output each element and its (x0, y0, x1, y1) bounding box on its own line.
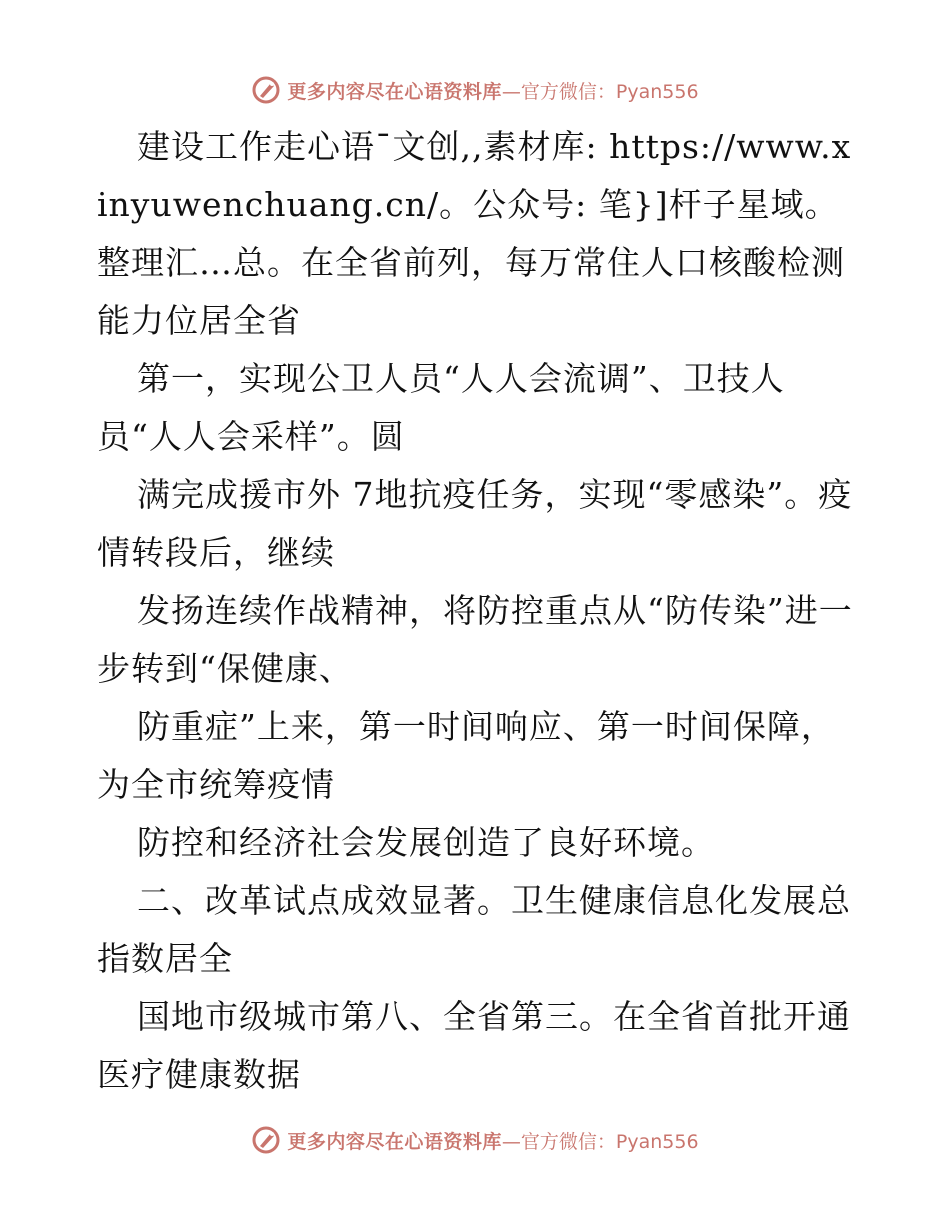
logo-icon (251, 75, 281, 105)
paragraph: 国地市级城市第八、全省第三。在全省首批开通医疗健康数据 (97, 997, 851, 1094)
document-body (97, 118, 857, 1104)
banner-wechat: —官方微信：Pyan556 (501, 80, 699, 103)
banner-title: 更多内容尽在心语资料库 (287, 80, 502, 103)
paragraph: 发扬连续作战精神，将防控重点从“防传染”进一步转到“保健康、 (97, 591, 853, 688)
banner-wechat: —官方微信：Pyan556 (501, 1130, 699, 1153)
paragraph: 防重症”上来，第一时间响应、第一时间保障，为全市统筹疫情 (97, 707, 835, 804)
paragraph: 防控和经济社会发展创造了良好环境。 (137, 823, 715, 862)
paragraph: 第一，实现公卫人员“人人会流调”、卫技人员“人人会采样”。圆 (97, 359, 785, 456)
paragraph: 建设工作走心语¯文创,,素材库: https://www.xinyuwenchuang.cn/。公众号: 笔}]杆子星域。整理汇…总。在全省前列，每万常住人口核酸检测能力位居全省 (97, 127, 852, 340)
paragraph: 二、改革试点成效显著。卫生健康信息化发展总指数居全 (97, 881, 851, 978)
banner-title: 更多内容尽在心语资料库 (287, 1130, 502, 1153)
logo-icon (251, 1125, 281, 1155)
footer-banner (0, 1120, 950, 1160)
header-banner (0, 70, 950, 110)
paragraph: 满完成援市外 7地抗疫任务，实现“零感染”。疫情转段后，继续 (97, 475, 853, 572)
